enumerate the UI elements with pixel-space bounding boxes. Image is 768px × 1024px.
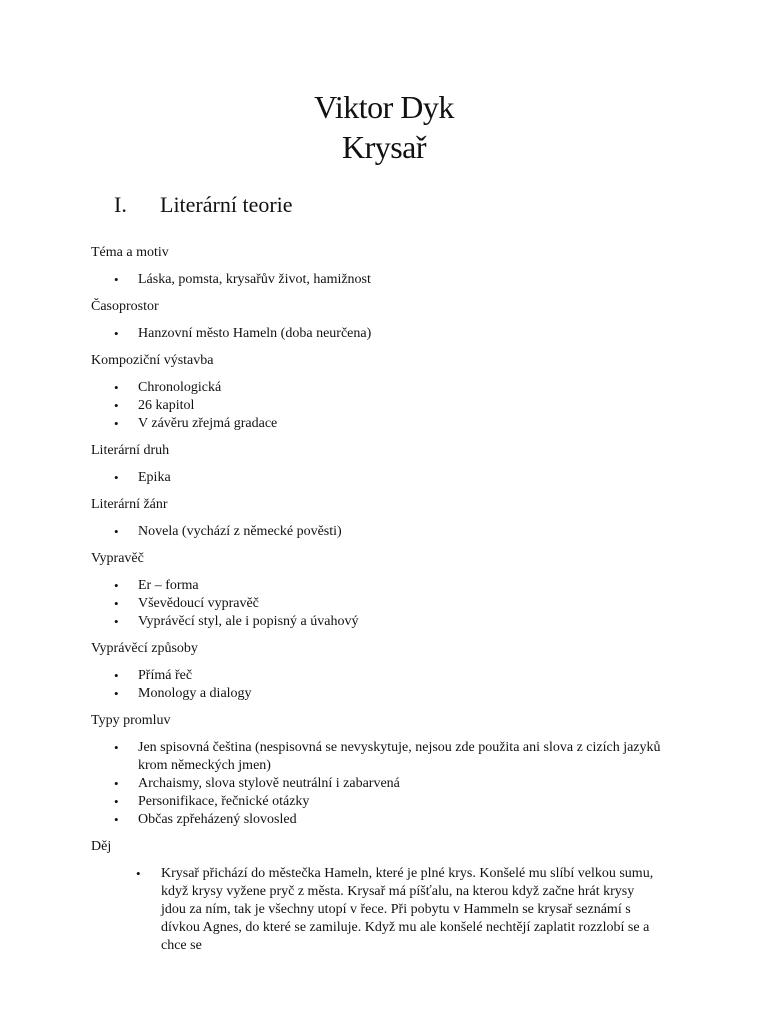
- list-item: • Monology a dialogy: [91, 685, 691, 703]
- group-speech-types: [91, 712, 691, 829]
- list-item: • Láska, pomsta, krysařův život, hamižnost: [91, 271, 691, 289]
- list-item: • Chronologická: [91, 379, 691, 397]
- list-item: • Epika: [91, 469, 691, 487]
- bullet-list: [91, 325, 691, 343]
- group-heading: Kompoziční výstavba: [91, 353, 214, 368]
- list-item: • Přímá řeč: [91, 667, 691, 685]
- group-literary-genre: [91, 496, 691, 541]
- group-heading: Literární druh: [91, 443, 170, 458]
- list-item: • 26 kapitol: [91, 397, 691, 415]
- list-item: • V závěru zřejmá gradace: [91, 415, 691, 433]
- document-title-work: Krysař: [341, 129, 427, 165]
- group-narrator: [91, 550, 691, 631]
- group-heading: Literární žánr: [91, 497, 168, 512]
- list-item: • Vyprávěcí styl, ale i popisný a úvahový: [91, 613, 691, 631]
- group-heading: Děj: [91, 839, 112, 854]
- list-item: • Er – forma: [91, 577, 691, 595]
- bullet-list: [91, 667, 691, 703]
- list-item: • Hanzovní město Hameln (doba neurčena): [91, 325, 691, 343]
- document-title-author: Viktor Dyk: [314, 89, 454, 125]
- list-item: • Novela (vychází z německé pověsti): [91, 523, 691, 541]
- section-heading: [114, 192, 293, 218]
- bullet-list: [91, 469, 691, 487]
- list-item: • Jen spisovná čeština (nespisovná se nevyskytuje, nejsou zde použita ani slova z cizích jazyků krom německých jmen): [91, 739, 691, 775]
- document-content: [91, 244, 691, 955]
- group-theme: [91, 244, 691, 289]
- group-narrative-modes: [91, 640, 691, 703]
- group-heading: Téma a motiv: [91, 245, 169, 260]
- group-literary-kind: [91, 442, 691, 487]
- bullet-list: [91, 739, 691, 829]
- bullet-list: [91, 577, 691, 631]
- plot-paragraph: • Krysař přichází do městečka Hameln, které je plné krys. Konšelé mu slíbí velkou sumu, když krysy vyžene pryč z města. Krysař má píšťalu, na kterou když začne hrát krysy jdou za ním, tak je všechny utopí v řece. Při pobytu v Hammeln se krysař seznámí s dívkou Agnes, do které se zamiluje. Když mu ale konšelé nechtějí zaplatit rozzlobí se a chce se: [91, 865, 661, 955]
- list-item: • Občas zpřeházený slovosled: [91, 811, 691, 829]
- bullet-list: [91, 271, 691, 289]
- bullet-list: [91, 379, 691, 433]
- group-heading: Typy promluv: [91, 713, 171, 728]
- group-composition: [91, 352, 691, 433]
- group-heading: Časoprostor: [91, 299, 159, 314]
- group-heading: Vypravěč: [91, 551, 144, 566]
- list-item: • Archaismy, slova stylově neutrální i zabarvená: [91, 775, 691, 793]
- section-title: Literární teorie: [160, 192, 293, 217]
- group-plot: [91, 838, 691, 955]
- plot-list: [91, 865, 691, 955]
- list-item: • Vševědoucí vypravěč: [91, 595, 691, 613]
- list-item: • Personifikace, řečnické otázky: [91, 793, 691, 811]
- bullet-list: [91, 523, 691, 541]
- group-setting: [91, 298, 691, 343]
- group-heading: Vyprávěcí způsoby: [91, 641, 198, 656]
- section-number: I.: [114, 192, 127, 217]
